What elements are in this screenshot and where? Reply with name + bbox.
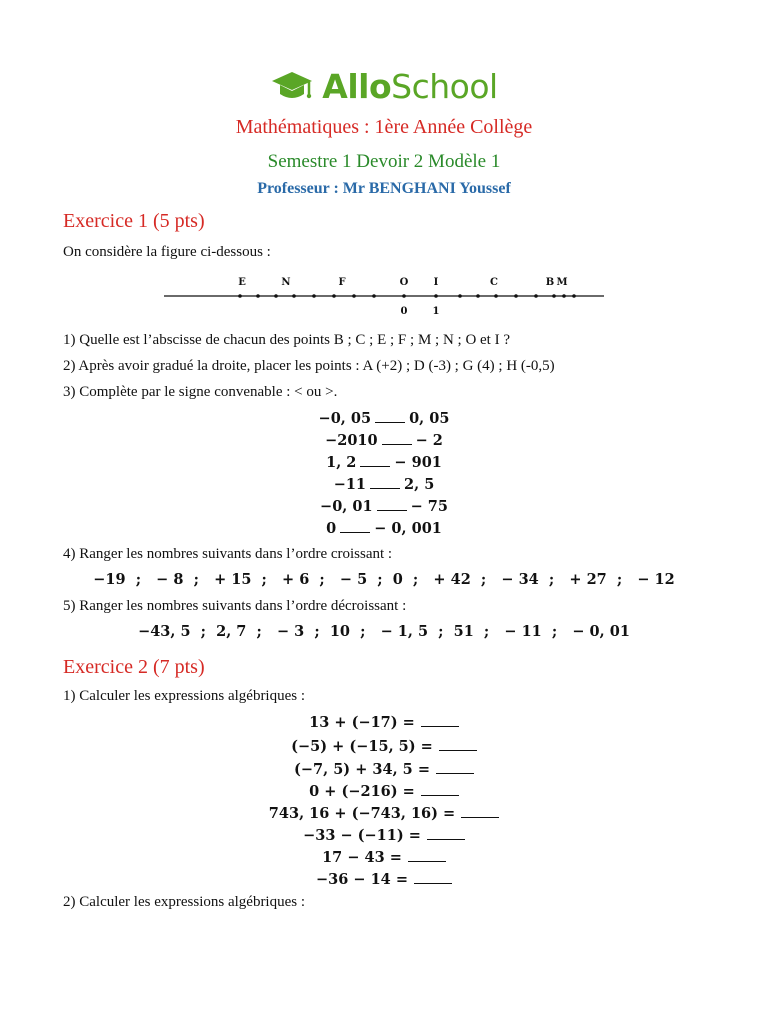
expression-row: 17 − 43 =: [0, 849, 768, 866]
exercise1-q5: 5) Ranger les nombres suivants dans l’ordre décroissant :: [63, 598, 407, 614]
number-line-figure: [164, 274, 604, 322]
under-label-1: 1: [432, 306, 440, 317]
point-label-c: C: [490, 277, 498, 288]
expression-row: (−5) + (−15, 5) =: [0, 738, 768, 755]
q4-number-list: −19 ; − 8 ; + 15 ; + 6 ; − 5 ; 0 ; + 42 ; − 34 ; + 27 ; − 12: [93, 571, 675, 588]
answer-blank[interactable]: [421, 726, 459, 727]
exercise2-q2: 2) Calculer les expressions algébriques :: [63, 894, 306, 910]
point-label-i: I: [433, 277, 439, 288]
exercise1-q1: 1) Quelle est l’abscisse de chacun des points B ; C ; E ; F ; M ; N ; O et I ?: [63, 332, 511, 348]
exercise2-title: Exercice 2 (7 pts): [63, 656, 205, 678]
point-label-m: M: [556, 277, 568, 288]
comparison-row: 1, 2 − 901: [326, 454, 442, 471]
answer-blank[interactable]: [360, 466, 390, 467]
exercise1-title: Exercice 1 (5 pts): [63, 210, 205, 232]
comparison-row: −0, 05 0, 05: [318, 410, 450, 427]
expression-row: −36 − 14 =: [0, 871, 768, 888]
expression-row: 0 + (−216) =: [0, 783, 768, 800]
professor-name: Professeur : Mr BENGHANI Youssef: [257, 180, 511, 197]
graduation-cap-icon: [270, 66, 314, 106]
point-label-e: E: [238, 277, 246, 288]
answer-blank[interactable]: [427, 839, 465, 840]
comparison-row: −0, 01 − 75: [320, 498, 448, 515]
point-label-n: N: [281, 277, 291, 288]
point-label-f: F: [338, 277, 346, 288]
exercise1-q2: 2) Après avoir gradué la droite, placer les points : A (+2) ; D (-3) ; G (4) ; H (-0,5): [63, 358, 555, 374]
answer-blank[interactable]: [370, 488, 400, 489]
expression-row: (−7, 5) + 34, 5 =: [0, 761, 768, 778]
expression-row: 13 + (−17) =: [0, 714, 768, 731]
exercise1-intro: On considère la figure ci-dessous :: [63, 244, 271, 260]
expression-row: 743, 16 + (−743, 16) =: [0, 805, 768, 822]
point-label-o: O: [399, 277, 409, 288]
answer-blank[interactable]: [414, 883, 452, 884]
under-label-0: 0: [400, 306, 408, 317]
answer-blank[interactable]: [461, 817, 499, 818]
q5-number-list: −43, 5 ; 2, 7 ; − 3 ; 10 ; − 1, 5 ; 51 ; − 11 ; − 0, 01: [138, 623, 630, 640]
answer-blank[interactable]: [382, 444, 412, 445]
answer-blank[interactable]: [436, 773, 474, 774]
exercise2-q1: 1) Calculer les expressions algébriques :: [63, 688, 306, 704]
answer-blank[interactable]: [375, 422, 405, 423]
answer-blank[interactable]: [439, 750, 477, 751]
comparison-row: 0 − 0, 001: [326, 520, 442, 537]
answer-blank[interactable]: [377, 510, 407, 511]
semester-title: Semestre 1 Devoir 2 Modèle 1: [267, 151, 501, 172]
comparison-row: −2010 − 2: [325, 432, 443, 449]
subject-title: Mathématiques : 1ère Année Collège: [235, 116, 533, 138]
exercise1-q4: 4) Ranger les nombres suivants dans l’ordre croissant :: [63, 546, 393, 562]
alloschool-logo: [0, 66, 768, 111]
comparison-row: −11 2, 5: [333, 476, 435, 493]
answer-blank[interactable]: [408, 861, 446, 862]
answer-blank[interactable]: [421, 795, 459, 796]
logo-wordmark: AlloSchool: [322, 66, 498, 106]
point-label-b: B: [545, 277, 555, 288]
exercise1-q3: 3) Complète par le signe convenable : < ou >.: [63, 384, 338, 400]
expression-row: −33 − (−11) =: [0, 827, 768, 844]
answer-blank[interactable]: [340, 532, 370, 533]
